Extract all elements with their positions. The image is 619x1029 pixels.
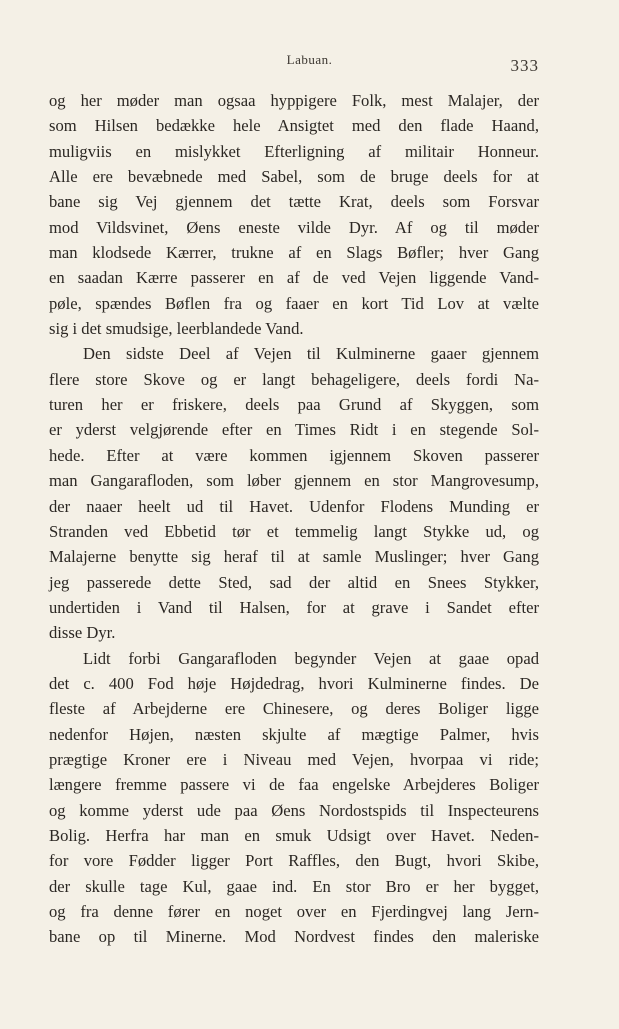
text-line: Lidt forbi Gangarafloden begynder Vejen at gaae opad <box>83 648 539 668</box>
text-line: der skulle tage Kul, gaae ind. En stor Bro er her bygget, <box>49 876 539 896</box>
text-line: det c. 400 Fod høje Højdedrag, hvori Kulminerne findes. De <box>49 673 539 693</box>
text-line: en saadan Kærre passerer en af de ved Vejen liggende Vand- <box>49 268 539 288</box>
text-line: Stranden ved Ebbetid tør et temmelig langt Stykke ud, og <box>49 521 539 541</box>
text-line: prægtige Kroner ere i Niveau med Vejen, hvorpaa vi ride; <box>49 749 539 769</box>
text-line: jeg passerede dette Sted, sad der altid en Snees Stykker, <box>49 572 539 592</box>
text-line: hede. Efter at være kommen igjennem Skoven passerer <box>49 445 539 465</box>
text-line: undertiden i Vand til Halsen, for at grave i Sandet efter <box>49 597 539 617</box>
text-line: som Hilsen bedække hele Ansigtet med den flade Haand, <box>49 116 539 136</box>
text-line: bane op til Minerne. Mod Nordvest findes den maleriske <box>49 927 539 947</box>
text-line: og her møder man ogsaa hyppigere Folk, mest Malajer, der <box>49 91 539 110</box>
text-line: nedenfor Højen, næsten skjulte af mægtige Palmer, hvis <box>49 724 539 744</box>
text-line: Den sidste Deel af Vejen til Kulminerne gaaer gjennem <box>83 344 539 364</box>
text-line: disse Dyr. <box>49 623 116 643</box>
text-line: og komme yderst ude paa Øens Nordostspids til Inspecteurens <box>49 800 539 820</box>
text-line: pøle, spændes Bøflen fra og faaer en kort Tid Lov at vælte <box>49 293 539 313</box>
text-line: fleste af Arbejderne ere Chinesere, og deres Boliger ligge <box>49 699 539 719</box>
text-line: er yderst velgjørende efter en Times Ridt i en stegende Sol- <box>49 420 539 440</box>
text-line: muligviis en mislykket Efterligning af militair Honneur. <box>49 141 539 161</box>
text-line: turen her er friskere, deels paa Grund af Skyggen, som <box>49 395 539 415</box>
running-head <box>0 52 619 75</box>
text-line: man klodsede Kærrer, trukne af en Slags Bøfler; hver Gang <box>49 243 539 263</box>
text-line: Malajerne benytte sig heraf til at samle Muslinger; hver Gang <box>49 547 539 567</box>
page-number: 333 <box>510 56 539 75</box>
text-line: Bolig. Herfra har man en smuk Udsigt over Havet. Neden- <box>49 825 539 845</box>
text-line: der naaer heelt ud til Havet. Udenfor Flodens Munding er <box>49 496 539 516</box>
text-line: og fra denne fører en noget over en Fjerdingvej lang Jern- <box>49 902 539 921</box>
body-text <box>49 88 539 950</box>
text-line: sig i det smudsige, leerblandede Vand. <box>49 319 304 339</box>
text-line: bane sig Vej gjennem det tætte Krat, deels som Forsvar <box>49 192 539 212</box>
text-line: Alle ere bevæbnede med Sabel, som de bruge deels for at <box>49 167 539 187</box>
running-title: Labuan. <box>286 52 333 67</box>
text-line: længere fremme passere vi de faa engelske Arbejderes Boliger <box>49 775 539 795</box>
text-line: man Gangarafloden, som løber gjennem en stor Mangrovesump, <box>49 471 539 491</box>
text-line: for vore Fødder ligger Port Raffles, den Bugt, hvori Skibe, <box>49 851 539 871</box>
text-line: mod Vildsvinet, Øens eneste vilde Dyr. Af og til møder <box>49 217 539 237</box>
text-line: flere store Skove og er langt behageligere, deels fordi Na- <box>49 369 539 389</box>
